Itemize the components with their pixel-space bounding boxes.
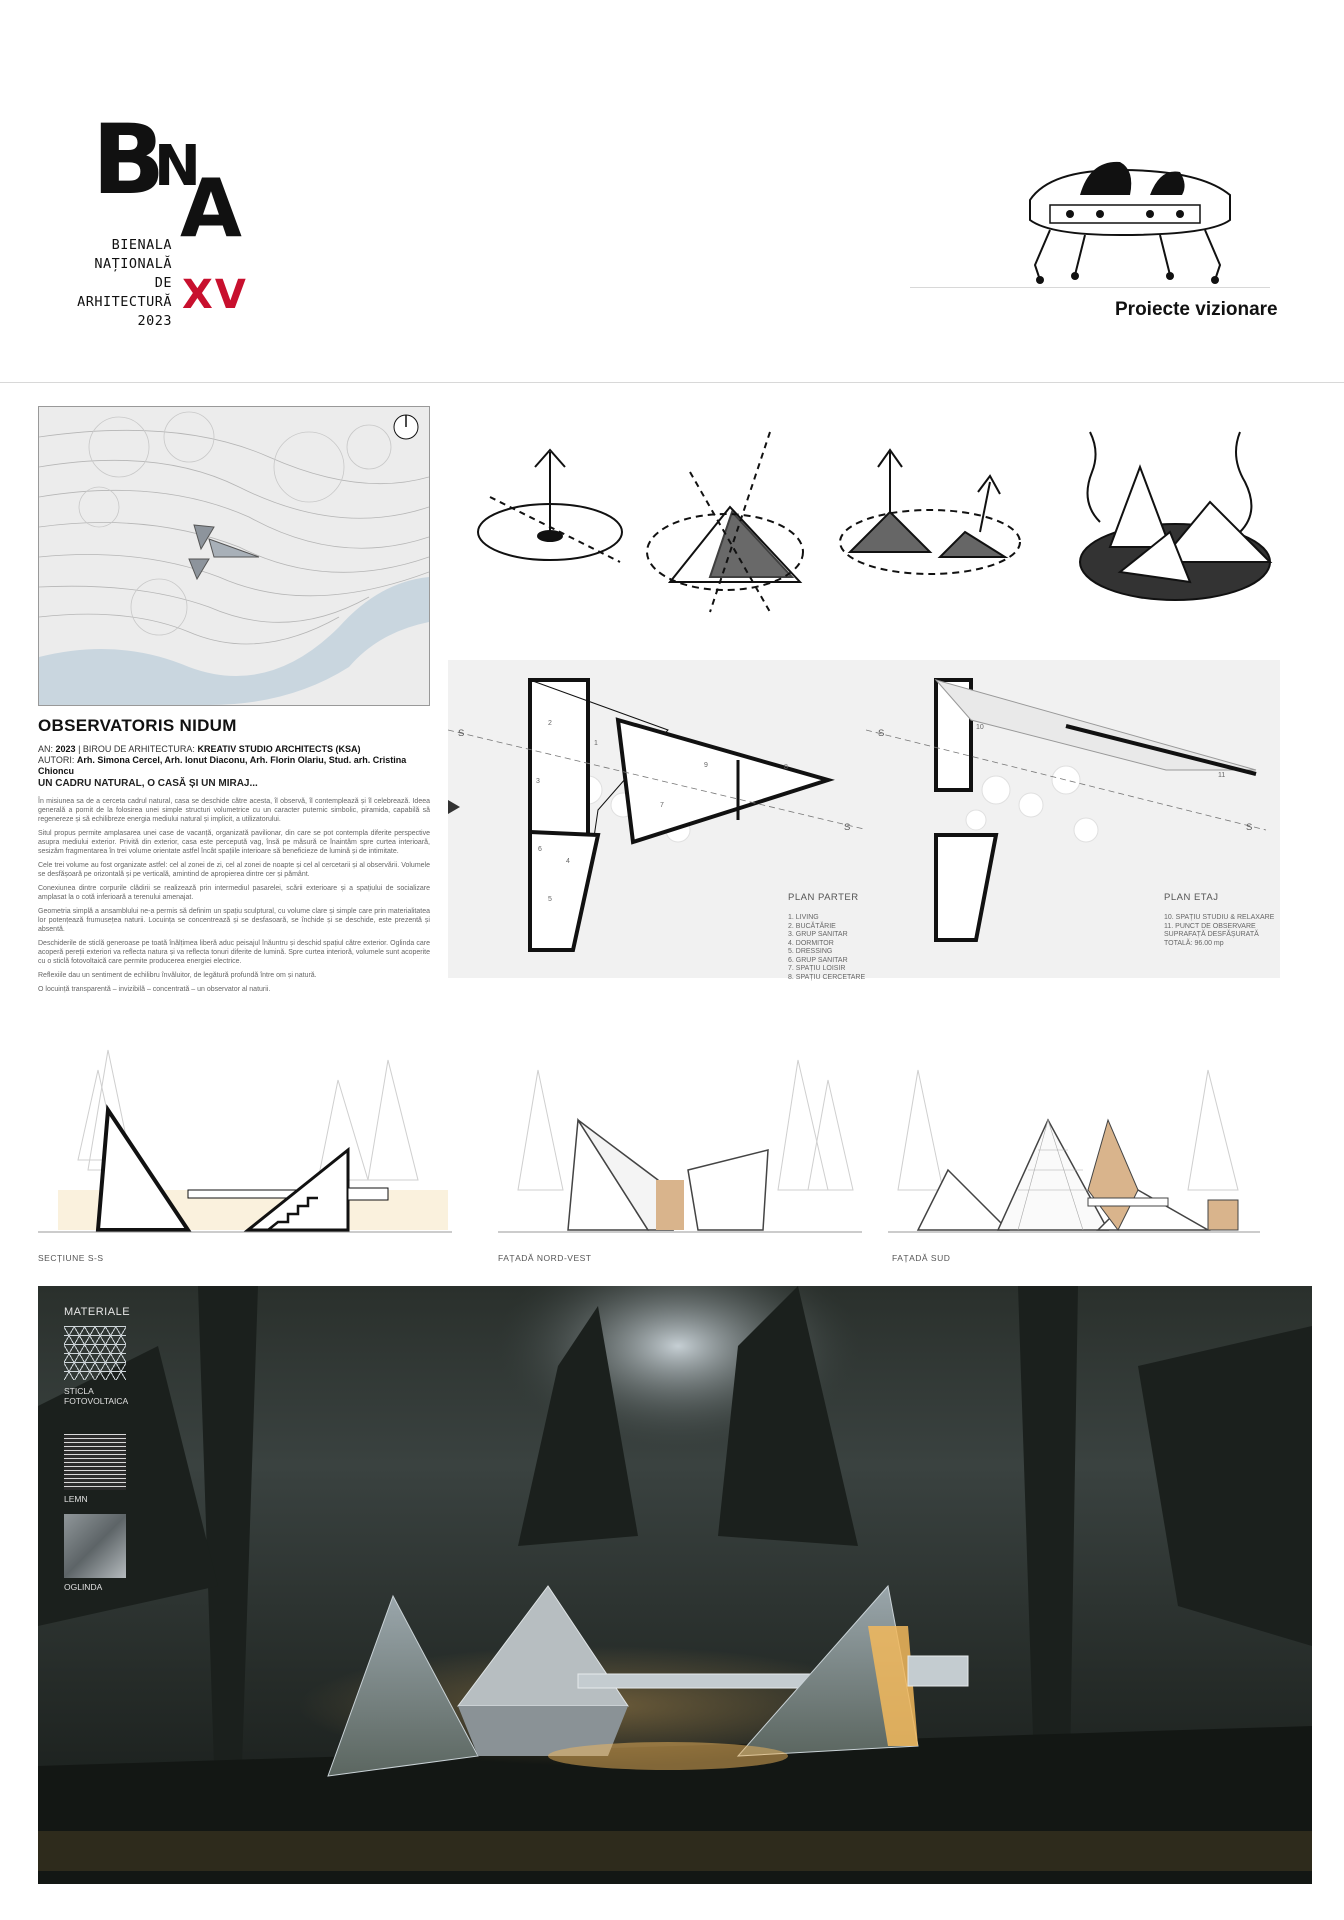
logo-line: ARHITECTURĂ (77, 294, 172, 310)
northwest-caption: FAȚADĂ NORD-VEST (498, 1253, 592, 1263)
room-number: 6 (538, 846, 542, 853)
bna-logo (77, 104, 292, 342)
section-mark: S (844, 822, 851, 833)
room-item: 1. LIVING (788, 914, 819, 921)
logo-line: 2023 (137, 313, 172, 329)
description-paragraph: Deschiderile de sticlă generoase pe toată înălțimea liberă aduc peisajul înăuntru și deschid spațiul către exterior. Oglinda care acoperă pereții exteriori va reflecta natura și va reflecta tonuri diferite de lumină. Spre curtea interioră, volumele sunt acoperite cu o sticlă fotovoltaică care permite producerea energiei electrice. (38, 940, 430, 965)
room-number: 2 (548, 720, 552, 727)
project-meta (38, 744, 438, 777)
category-underline (910, 287, 1270, 288)
room-number: 11 (1218, 772, 1226, 779)
description-paragraph: O locuință transparentă – invizibilă – concentrată – un observator al naturii. (38, 986, 271, 993)
total-area: SUPRAFAȚĂ DESFĂȘURATĂ TOTALĂ: 96.00 mp (1164, 931, 1259, 947)
walking-house-drawing (1010, 150, 1240, 290)
ground-floor-plan (448, 660, 880, 981)
room-item: 7. SPAȚIU LOISIR (788, 965, 846, 972)
room-item: 6. GRUP SANITAR (788, 956, 848, 964)
south-facade (888, 1040, 1260, 1250)
room-item: 3. GRUP SANITAR (788, 931, 848, 938)
logo-letter-n: N (154, 134, 201, 199)
category-label: Proiecte vizionare (1115, 299, 1278, 320)
section-mark: S (1246, 822, 1253, 833)
description-paragraph: Geometria simplă a ansamblului ne-a permis să definim un spațiu sculptural, cu volume clare și simple care prin materialitatea lor potențează frumusețea naturii. Locuința se concentrează și se desfasoară, se închide și se deschide, este prezentă și absentă. (38, 908, 430, 933)
header-divider (0, 382, 1344, 383)
room-item: 8. SPAȚIU CERCETARE (788, 973, 866, 981)
upper-room-list (1164, 914, 1276, 948)
ground-room-list (788, 914, 865, 982)
logo-line: NAȚIONALĂ (94, 256, 172, 272)
material-swatch-glass (64, 1326, 126, 1380)
logo-line: BIENALA (111, 237, 172, 253)
section-mark: S (458, 728, 465, 739)
room-number: 9 (704, 762, 708, 769)
upper-floor-plan (866, 660, 1280, 978)
room-item: 10. SPAȚIU STUDIU & RELAXARE (1164, 914, 1275, 921)
room-item: 11. PUNCT DE OBSERVARE (1164, 922, 1256, 930)
room-number: 7 (660, 802, 664, 809)
room-number: 5 (548, 896, 552, 903)
material-swatch-mirror (64, 1514, 126, 1578)
authors-line (38, 755, 438, 777)
project-description (38, 797, 430, 999)
authors-label: AUTORI: (38, 755, 75, 765)
room-number: 10 (976, 724, 984, 731)
year-value: 2023 (55, 744, 76, 754)
room-item: 2. BUCĂTĂRIE (788, 922, 836, 930)
south-caption: FAȚADĂ SUD (892, 1253, 951, 1263)
description-paragraph: În misiunea sa de a cerceta cadrul natural, casa se deschide către acesta, îl observă, îl contemplează și îl celebrează. Ideea generală a pornit de la folosirea unei simple structuri volumetrice cu un caracter puternic simbolic, piramida, capabilă să regenereze și să echilibreze energia mediului natural și implicit, a utilizatorului. (38, 798, 430, 823)
night-render (38, 1286, 1312, 1884)
plan-caption: PLAN ETAJ (1164, 892, 1219, 903)
description-paragraph: Situl propus permite amplasarea unei case de vacanță, organizată pavilionar, din care se pot contempla diferite perspective asupra mediului exterior. Privită din exterior, casa este percepută vag, însă pe măsură ce înaintăm spre curtea interioară, sesizăm fragmentarea în trei volume orientate astfel încât spațiile interioare să beneficieze de lumină și de intimitate. (38, 830, 430, 855)
office-value: KREATIV STUDIO ARCHITECTS (KSA) (197, 744, 361, 754)
logo-letter-a: A (180, 162, 242, 255)
site-plan (38, 406, 430, 706)
description-paragraph: Cele trei volume au fost organizate astfel: cel al zonei de zi, cel al zonei de noapte și cel al cercetarii și al observării. Volumele se desfășoară pe orizontală și pe verticală, amintind de apropierea dintre cer și pământ. (38, 862, 430, 878)
material-swatch-wood (64, 1434, 126, 1490)
description-paragraph: Conexiunea dintre corpurile clădirii se realizează prin intermediul pasarelei, scării exterioare și a spațiului de socializare amplasat la o cotă inferioară a terenului amenajat. (38, 885, 430, 901)
year-line (38, 744, 438, 755)
logo-line: DE (154, 275, 172, 291)
room-item: 4. DORMITOR (788, 939, 834, 947)
section-mark: S (878, 728, 885, 739)
room-number: 4 (566, 858, 570, 865)
section-drawing (38, 1040, 452, 1250)
edition-number: XV (182, 272, 248, 318)
room-number: 8 (784, 764, 788, 771)
concept-sketches (470, 412, 1310, 640)
logo-text (77, 236, 172, 331)
room-number: 3 (536, 778, 540, 785)
project-title: OBSERVATORIS NIDUM (38, 716, 237, 735)
material-label: OGLINDA (64, 1582, 103, 1592)
description-paragraph: Reflexiile dau un sentiment de echilibru învăluitor, de legătură profundă între om și natură. (38, 972, 317, 979)
authors-value: Arh. Simona Cercel, Arh. Ionut Diaconu, Arh. Florin Olariu, Stud. arh. Cristina Chioncu (38, 755, 407, 776)
room-item: 5. DRESSING (788, 948, 833, 955)
northwest-facade (498, 1040, 862, 1250)
year-label: AN: (38, 744, 54, 754)
section-caption: SECȚIUNE S-S (38, 1253, 104, 1263)
materials-title: MATERIALE (64, 1306, 131, 1318)
office-label: | BIROU DE ARHITECTURA: (78, 744, 195, 754)
room-number: 1 (594, 740, 598, 747)
material-label: STICLA FOTOVOLTAICA (64, 1386, 129, 1406)
logo-letter-b: B (92, 104, 166, 216)
plan-caption: PLAN PARTER (788, 892, 859, 903)
project-subtitle: UN CADRU NATURAL, O CASĂ ȘI UN MIRAJ... (38, 778, 258, 789)
material-label: LEMN (64, 1494, 88, 1504)
